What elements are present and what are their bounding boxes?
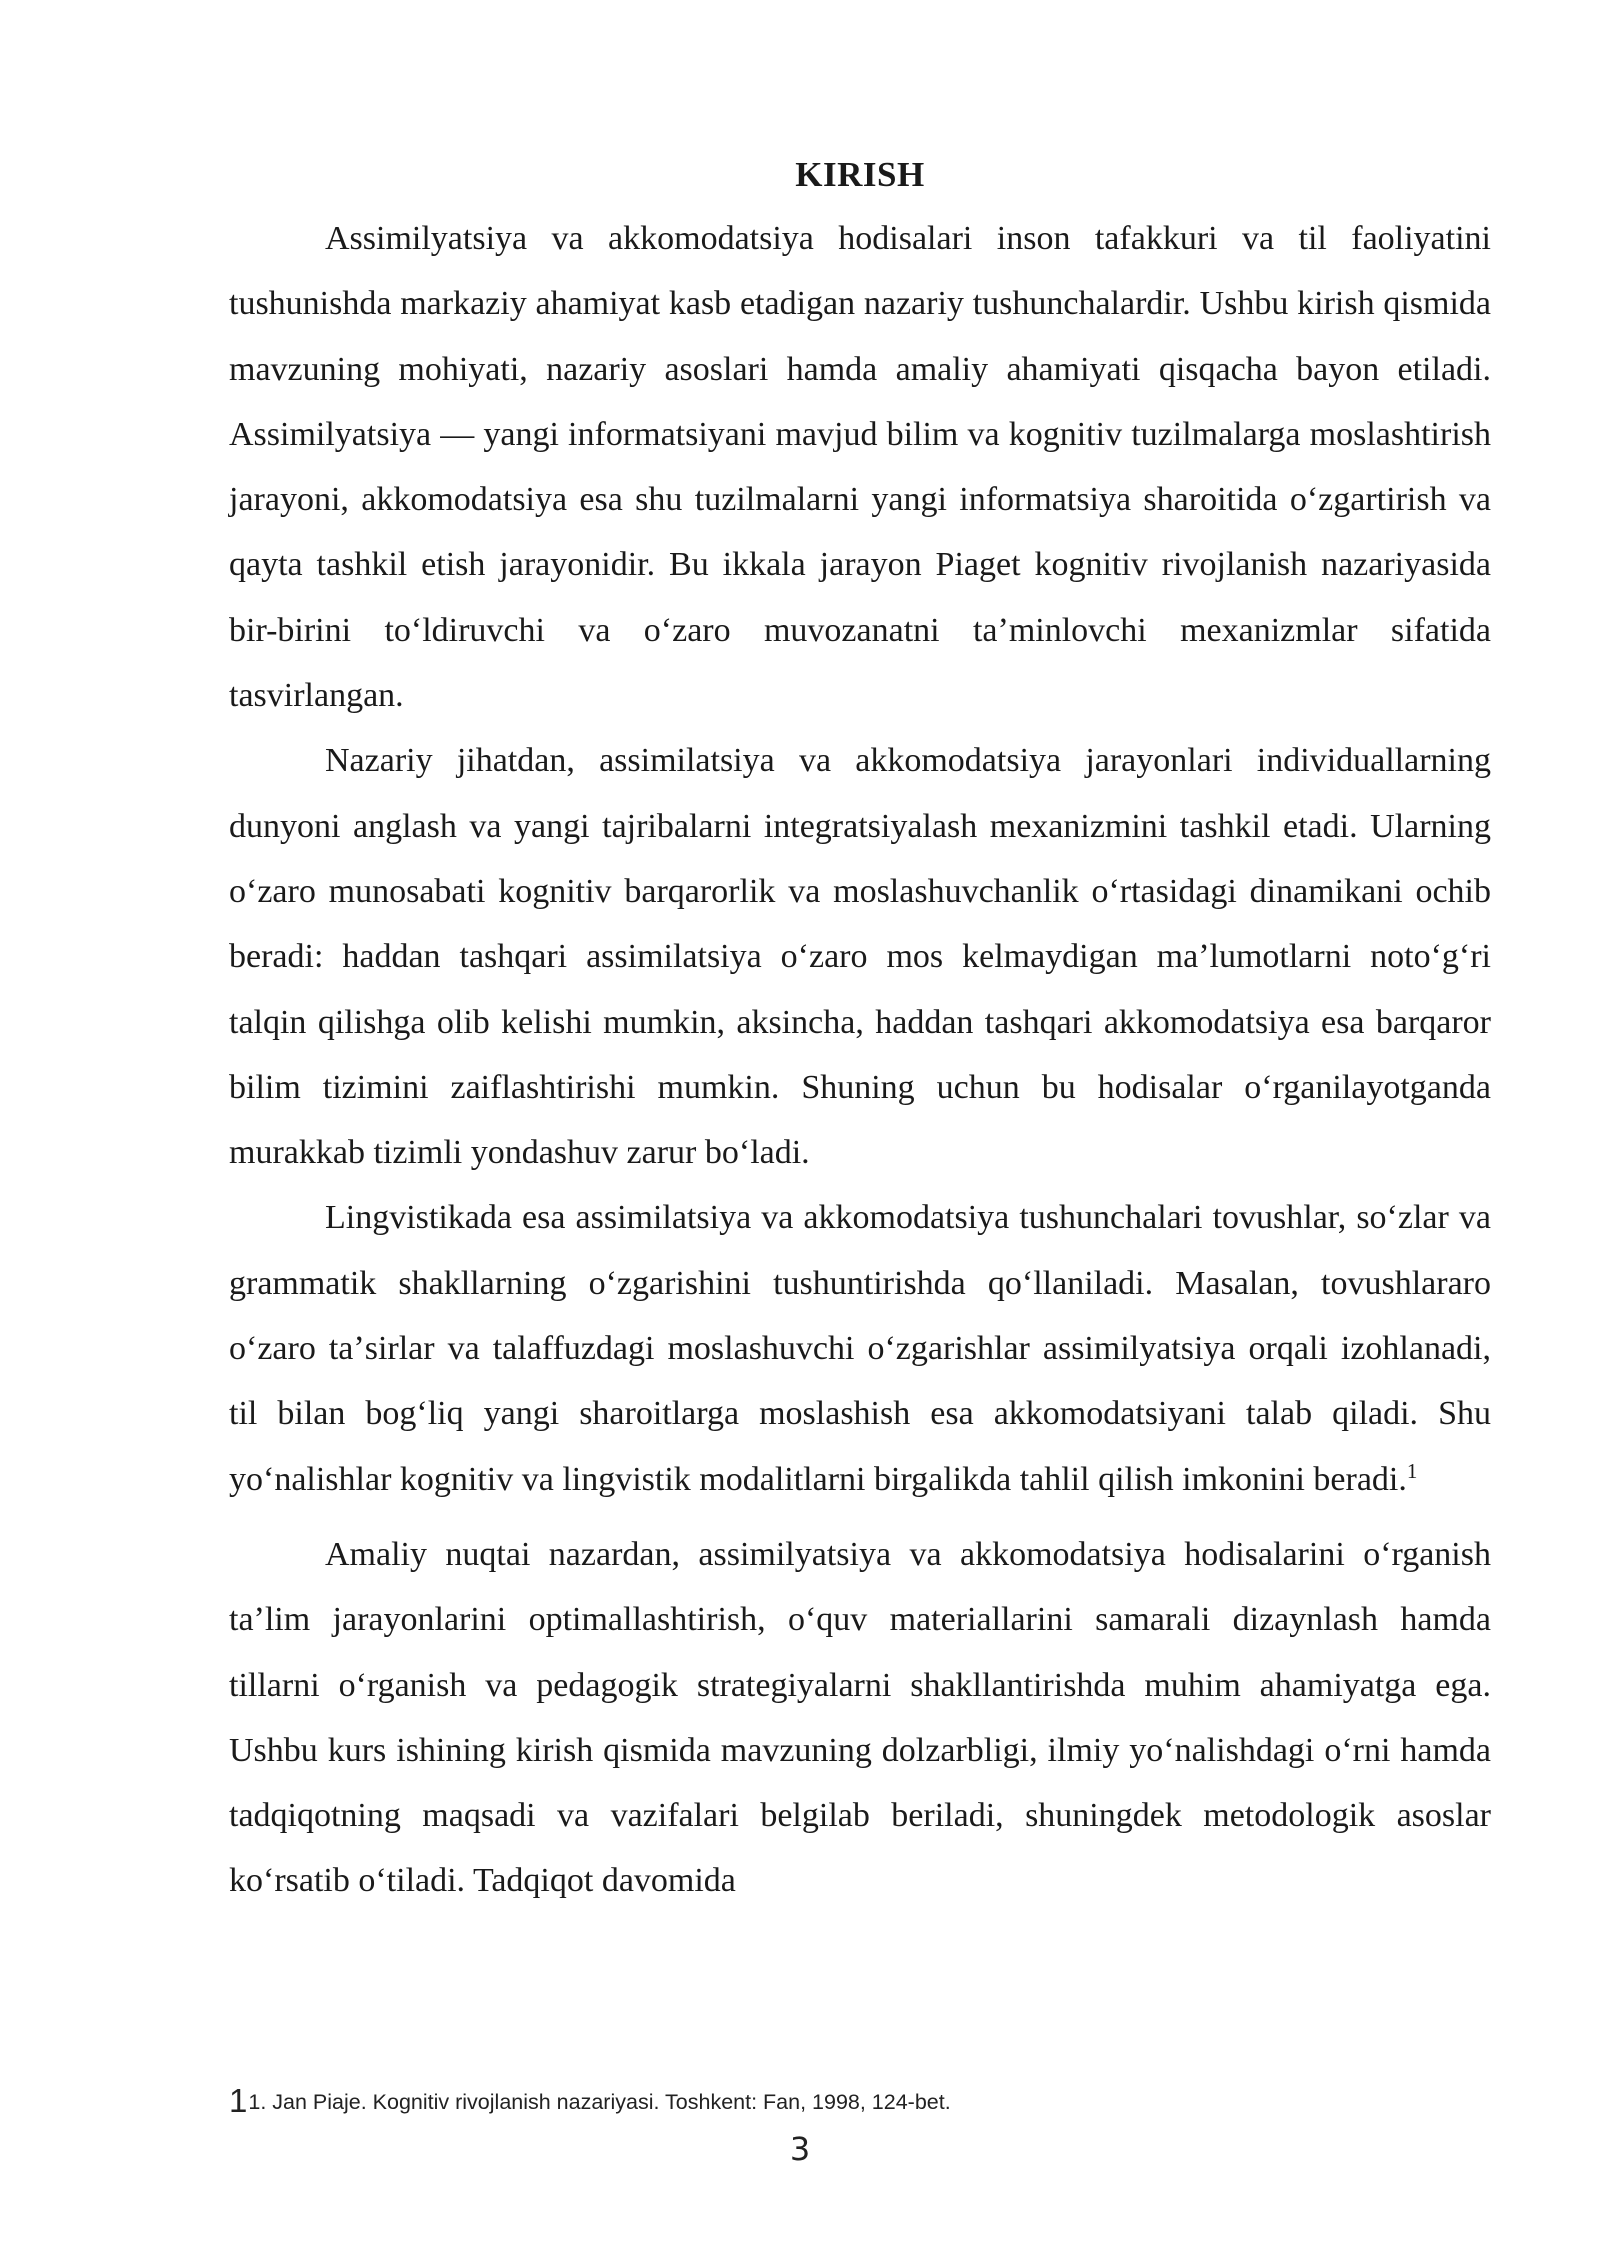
footnote [229,2082,951,2120]
footnote-text: 1. Jan Piaje. Kognitiv rivojlanish nazariyasi. Toshkent: Fan, 1998, 124-bet. [248,2090,951,2114]
page-number: 3 [789,2130,811,2168]
footnote-reference[interactable]: 1 [1406,1458,1418,1483]
paragraph-2: Nazariy jihatdan, assimilatsiya va akkomodatsiya jarayonlari individuallarning dunyoni anglash va yangi tajribalarni integratsiyalash mexanizmini tashkil etadi. Ularning oʻzaro munosabati kognitiv barqarorlik va moslashuvchanlik oʻrtasidagi dinamikani ochib beradi: haddan tashqari assimilatsiya oʻzaro mos kelmaydigan maʼlumotlarni notoʻgʻri talqin qilishga olib kelishi mumkin, aksincha, haddan tashqari akkomodatsiya esa barqaror bilim tizimini zaiflashtirishi mumkin. Shuning uchun bu hodisalar oʻrganilayotganda murakkab tizimli yondashuv zarur boʻladi. [229,742,1491,1172]
paragraph-3 [229,1185,1491,1511]
paragraph-1: Assimilyatsiya va akkomodatsiya hodisalari inson tafakkuri va til faoliyatini tushunishda markaziy ahamiyat kasb etadigan nazariy tushunchalardir. Ushbu kirish qismida mavzuning mohiyati, nazariy asoslari hamda amaliy ahamiyati qisqacha bayon etiladi. Assimilyatsiya — yangi informatsiyani mavjud bilim va kognitiv tuzilmalarga moslashtirish jarayoni, akkomodatsiya esa shu tuzilmalarni yangi informatsiya sharoitida oʻzgartirish va qayta tashkil etish jarayonidir. Bu ikkala jarayon Piaget kognitiv rivojlanish nazariyasida bir-birini toʻldiruvchi va oʻzaro muvozanatni taʼminlovchi mexanizmlar sifatida tasvirlangan. [229,220,1491,715]
footnote-mark: 1 [229,2082,248,2119]
document-page [229,150,1491,1914]
paragraph-3-text: Lingvistikada esa assimilatsiya va akkomodatsiya tushunchalari tovushlar, soʻzlar va grammatik shakllarning oʻzgarishini tushuntirishda qoʻllaniladi. Masalan, tovushlararo oʻzaro taʼsirlar va talaffuzdagi moslashuvchi oʻzgarishlar assimilyatsiya orqali izohlanadi, til bilan bogʻliq yangi sharoitlarga moslashish esa akkomodatsiyani talab qiladi. Shu yoʻnalishlar kognitiv va lingvistik modalitlarni birgalikda tahlil qilish imkonini beradi. [229,1199,1491,1498]
paragraph-4: Amaliy nuqtai nazardan, assimilyatsiya va akkomodatsiya hodisalarini oʻrganish taʼlim jarayonlarini optimallashtirish, oʻquv materiallarini samarali dizaynlash hamda tillarni oʻrganish va pedagogik strategiyalarni shakllantirishda muhim ahamiyatga ega. Ushbu kurs ishining kirish qismida mavzuning dolzarbligi, ilmiy yoʻnalishdagi oʻrni hamda tadqiqotning maqsadi va vazifalari belgilab beriladi, shuningdek metodologik asoslar koʻrsatib oʻtiladi. Tadqiqot davomida [229,1535,1491,1900]
section-heading: KIRISH [795,155,925,194]
